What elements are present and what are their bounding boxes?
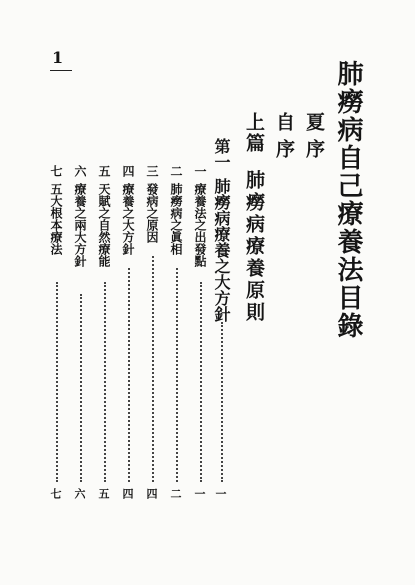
section-1-leader-dots	[200, 282, 202, 482]
chapter-leader-dots	[221, 322, 223, 482]
toc-entry-preface-self: 自序	[273, 112, 295, 166]
section-title: 肺癆病之眞相	[169, 183, 183, 255]
part-number: 上篇	[243, 112, 265, 154]
section-title: 天賦之自然療能	[97, 183, 111, 267]
book-title: 肺癆病自己療養法目錄	[333, 60, 363, 340]
page-number: 1	[52, 48, 64, 67]
section-title: 療養之兩大方針	[73, 183, 87, 267]
section-title: 發病之原因	[145, 183, 159, 243]
section-5-page-number: 五	[97, 488, 110, 499]
section-7-page-number: 七	[49, 488, 62, 499]
toc-entry-preface-xia: 夏序	[303, 112, 325, 166]
section-1-page-number: 一	[193, 488, 206, 499]
chapter-name: 肺癆病療養之大方針	[212, 178, 231, 322]
section-5-leader-dots	[104, 282, 106, 482]
section-4-leader-dots	[128, 268, 130, 482]
section-title: 療養之大方針	[121, 183, 135, 255]
section-title: 療養法之出發點	[193, 183, 207, 267]
section-4-page-number: 四	[121, 488, 134, 499]
section-2-page-number: 二	[169, 488, 182, 499]
part-heading	[244, 112, 263, 324]
section-index: 二	[169, 165, 183, 177]
section-6-leader-dots	[80, 294, 82, 482]
section-index: 五	[97, 165, 111, 177]
section-index: 六	[73, 165, 87, 177]
section-index: 四	[121, 165, 135, 177]
section-6-page-number: 六	[73, 488, 86, 499]
section-title: 五大根本療法	[49, 183, 63, 255]
chapter-number: 第一	[212, 138, 231, 170]
section-2-leader-dots	[176, 268, 178, 482]
section-3-page-number: 四	[145, 488, 158, 499]
section-index: 三	[145, 165, 159, 177]
page-number-rule	[50, 70, 72, 71]
section-3-leader-dots	[152, 256, 154, 482]
part-name: 肺癆病療養原則	[243, 170, 265, 324]
chapter-page-number: 一	[214, 488, 227, 499]
section-7-leader-dots	[56, 282, 58, 482]
chapter-heading	[213, 138, 229, 322]
section-index: 七	[49, 165, 63, 177]
section-index: 一	[193, 165, 207, 177]
